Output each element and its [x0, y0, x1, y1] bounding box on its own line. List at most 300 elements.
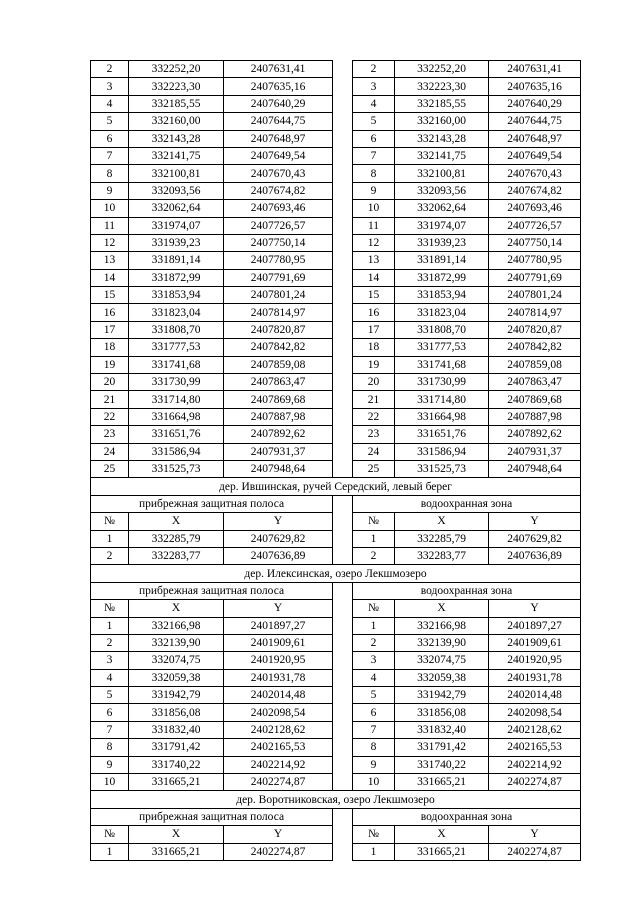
x-coordinate-cell: 331525,73 — [129, 460, 224, 477]
y-coordinate-cell: 2407631,41 — [224, 61, 333, 78]
x-coordinate-cell: 331651,76 — [129, 426, 224, 443]
y-coordinate-cell: 2402274,87 — [224, 843, 333, 860]
water-protection-zone-label: водоохранная зона — [353, 808, 581, 825]
x-coordinate-cell: 331856,08 — [395, 704, 489, 721]
x-coordinate-cell: 331664,98 — [129, 408, 224, 425]
y-column-header: Y — [224, 600, 333, 617]
x-coordinate-cell: 331823,04 — [395, 304, 489, 321]
x-coordinate-cell: 331740,22 — [129, 756, 224, 773]
point-number-cell: 7 — [353, 721, 395, 738]
point-number-cell: 2 — [353, 634, 395, 651]
number-column-header: № — [353, 600, 395, 617]
column-gap — [333, 61, 353, 78]
point-number-cell: 8 — [353, 165, 395, 182]
point-number-cell: 12 — [353, 234, 395, 251]
column-gap — [333, 617, 353, 634]
y-coordinate-cell: 2407887,98 — [224, 408, 333, 425]
point-number-cell: 20 — [91, 374, 129, 391]
y-coordinate-cell: 2407674,82 — [489, 182, 581, 199]
point-number-cell: 1 — [91, 530, 129, 547]
x-coordinate-cell: 331714,80 — [129, 391, 224, 408]
x-coordinate-cell: 331665,21 — [395, 774, 489, 791]
section-title: дер. Илексинская, озеро Лекшмозеро — [91, 565, 581, 582]
x-coordinate-cell: 332143,28 — [395, 130, 489, 147]
x-coordinate-cell: 332166,98 — [395, 617, 489, 634]
table-row — [91, 269, 581, 286]
point-number-cell: 7 — [353, 147, 395, 164]
water-protection-zone-label: водоохранная зона — [353, 582, 581, 599]
y-coordinate-cell: 2407814,97 — [489, 304, 581, 321]
column-gap — [333, 443, 353, 460]
x-coordinate-cell: 332141,75 — [129, 147, 224, 164]
table-row — [91, 182, 581, 199]
column-gap — [333, 269, 353, 286]
table-row — [91, 252, 581, 269]
y-coordinate-cell: 2402214,92 — [489, 756, 581, 773]
y-coordinate-cell: 2402274,87 — [489, 774, 581, 791]
x-coordinate-cell: 332062,64 — [395, 200, 489, 217]
x-coordinate-cell: 331853,94 — [395, 287, 489, 304]
point-number-cell: 20 — [353, 374, 395, 391]
point-number-cell: 9 — [91, 756, 129, 773]
table-row — [91, 704, 581, 721]
column-gap — [333, 130, 353, 147]
point-number-cell: 22 — [91, 408, 129, 425]
point-number-cell: 25 — [91, 460, 129, 477]
column-gap — [333, 634, 353, 651]
zone-label-row — [91, 495, 581, 512]
point-number-cell: 21 — [353, 391, 395, 408]
table-row — [91, 95, 581, 112]
y-coordinate-cell: 2407636,89 — [224, 547, 333, 564]
x-coordinate-cell: 331832,40 — [395, 721, 489, 738]
x-coordinate-cell: 331939,23 — [129, 234, 224, 251]
point-number-cell: 12 — [91, 234, 129, 251]
y-column-header: Y — [224, 826, 333, 843]
y-coordinate-cell: 2407649,54 — [224, 147, 333, 164]
y-coordinate-cell: 2402165,53 — [224, 739, 333, 756]
point-number-cell: 13 — [353, 252, 395, 269]
table-row — [91, 130, 581, 147]
y-coordinate-cell: 2407750,14 — [489, 234, 581, 251]
point-number-cell: 2 — [353, 61, 395, 78]
y-coordinate-cell: 2407726,57 — [489, 217, 581, 234]
point-number-cell: 6 — [91, 704, 129, 721]
number-column-header: № — [91, 826, 129, 843]
table-row — [91, 739, 581, 756]
x-coordinate-cell: 331730,99 — [395, 374, 489, 391]
table-row — [91, 78, 581, 95]
x-coordinate-cell: 332160,00 — [395, 113, 489, 130]
y-coordinate-cell: 2402128,62 — [224, 721, 333, 738]
point-number-cell: 1 — [353, 617, 395, 634]
y-coordinate-cell: 2407887,98 — [489, 408, 581, 425]
number-column-header: № — [91, 513, 129, 530]
point-number-cell: 11 — [91, 217, 129, 234]
y-coordinate-cell: 2407801,24 — [224, 287, 333, 304]
x-column-header: X — [129, 600, 224, 617]
column-gap — [333, 304, 353, 321]
y-coordinate-cell: 2407791,69 — [224, 269, 333, 286]
column-gap — [333, 460, 353, 477]
y-coordinate-cell: 2407648,97 — [489, 130, 581, 147]
table-row — [91, 460, 581, 477]
column-gap — [333, 704, 353, 721]
point-number-cell: 3 — [353, 652, 395, 669]
table-row — [91, 426, 581, 443]
point-number-cell: 16 — [91, 304, 129, 321]
x-coordinate-cell: 331823,04 — [129, 304, 224, 321]
zone-label-row — [91, 582, 581, 599]
x-coordinate-cell: 331891,14 — [395, 252, 489, 269]
y-column-header: Y — [489, 513, 581, 530]
y-coordinate-cell: 2402014,48 — [224, 687, 333, 704]
point-number-cell: 4 — [353, 95, 395, 112]
table-row — [91, 304, 581, 321]
x-coordinate-cell: 332285,79 — [395, 530, 489, 547]
x-coordinate-cell: 331741,68 — [395, 356, 489, 373]
y-coordinate-cell: 2407948,64 — [489, 460, 581, 477]
y-column-header: Y — [489, 600, 581, 617]
x-coordinate-cell: 332100,81 — [129, 165, 224, 182]
column-gap — [333, 600, 353, 617]
coastal-strip-label: прибрежная защитная полоса — [91, 495, 333, 512]
y-coordinate-cell: 2407863,47 — [224, 374, 333, 391]
column-gap — [333, 687, 353, 704]
column-gap — [333, 774, 353, 791]
column-gap — [333, 95, 353, 112]
y-coordinate-cell: 2401909,61 — [489, 634, 581, 651]
x-column-header: X — [395, 513, 489, 530]
zone-label-row — [91, 808, 581, 825]
y-coordinate-cell: 2407635,16 — [489, 78, 581, 95]
column-gap — [333, 513, 353, 530]
y-coordinate-cell: 2407869,68 — [224, 391, 333, 408]
x-coordinate-cell: 331939,23 — [395, 234, 489, 251]
y-coordinate-cell: 2407649,54 — [489, 147, 581, 164]
x-coordinate-cell: 332059,38 — [395, 669, 489, 686]
y-coordinate-cell: 2407869,68 — [489, 391, 581, 408]
table-row — [91, 374, 581, 391]
table-row — [91, 321, 581, 338]
section-title-row — [91, 565, 581, 582]
x-coordinate-cell: 332166,98 — [129, 617, 224, 634]
y-coordinate-cell: 2401897,27 — [224, 617, 333, 634]
column-gap — [333, 374, 353, 391]
section-title-row — [91, 791, 581, 808]
number-column-header: № — [353, 826, 395, 843]
column-gap — [333, 826, 353, 843]
coastal-strip-label: прибрежная защитная полоса — [91, 808, 333, 825]
x-coordinate-cell: 332143,28 — [129, 130, 224, 147]
x-coordinate-cell: 332185,55 — [129, 95, 224, 112]
y-coordinate-cell: 2407674,82 — [224, 182, 333, 199]
point-number-cell: 9 — [353, 756, 395, 773]
y-coordinate-cell: 2407780,95 — [489, 252, 581, 269]
point-number-cell: 5 — [353, 687, 395, 704]
point-number-cell: 1 — [91, 617, 129, 634]
column-gap — [333, 756, 353, 773]
y-coordinate-cell: 2402274,87 — [224, 774, 333, 791]
column-gap — [333, 182, 353, 199]
y-coordinate-cell: 2402165,53 — [489, 739, 581, 756]
column-gap — [333, 391, 353, 408]
x-coordinate-cell: 331808,70 — [129, 321, 224, 338]
y-coordinate-cell: 2407791,69 — [489, 269, 581, 286]
coastal-strip-label: прибрежная защитная полоса — [91, 582, 333, 599]
water-protection-zone-label: водоохранная зона — [353, 495, 581, 512]
table-row — [91, 721, 581, 738]
point-number-cell: 5 — [91, 687, 129, 704]
x-coordinate-cell: 332283,77 — [129, 547, 224, 564]
point-number-cell: 2 — [91, 61, 129, 78]
point-number-cell: 6 — [353, 130, 395, 147]
point-number-cell: 22 — [353, 408, 395, 425]
x-column-header: X — [395, 826, 489, 843]
table-row — [91, 61, 581, 78]
y-coordinate-cell: 2407931,37 — [489, 443, 581, 460]
y-coordinate-cell: 2407636,89 — [489, 547, 581, 564]
point-number-cell: 16 — [353, 304, 395, 321]
point-number-cell: 5 — [91, 113, 129, 130]
y-coordinate-cell: 2402214,92 — [224, 756, 333, 773]
point-number-cell: 25 — [353, 460, 395, 477]
point-number-cell: 10 — [353, 200, 395, 217]
point-number-cell: 3 — [353, 78, 395, 95]
y-coordinate-cell: 2407820,87 — [489, 321, 581, 338]
x-coordinate-cell: 332139,90 — [395, 634, 489, 651]
x-coordinate-cell: 332074,75 — [395, 652, 489, 669]
table-row — [91, 530, 581, 547]
table-row — [91, 200, 581, 217]
point-number-cell: 1 — [353, 530, 395, 547]
y-coordinate-cell: 2407780,95 — [224, 252, 333, 269]
x-coordinate-cell: 332283,77 — [395, 547, 489, 564]
point-number-cell: 4 — [91, 95, 129, 112]
point-number-cell: 19 — [353, 356, 395, 373]
x-coordinate-cell: 331777,53 — [395, 339, 489, 356]
column-gap — [333, 287, 353, 304]
point-number-cell: 10 — [353, 774, 395, 791]
y-coordinate-cell: 2401931,78 — [224, 669, 333, 686]
x-coordinate-cell: 331942,79 — [395, 687, 489, 704]
x-coordinate-cell: 331942,79 — [129, 687, 224, 704]
x-column-header: X — [395, 600, 489, 617]
table-row — [91, 356, 581, 373]
point-number-cell: 7 — [91, 721, 129, 738]
y-coordinate-cell: 2407820,87 — [224, 321, 333, 338]
x-coordinate-cell: 331651,76 — [395, 426, 489, 443]
x-coordinate-cell: 332074,75 — [129, 652, 224, 669]
point-number-cell: 9 — [353, 182, 395, 199]
y-coordinate-cell: 2407670,43 — [224, 165, 333, 182]
column-gap — [333, 582, 353, 599]
y-coordinate-cell: 2407644,75 — [489, 113, 581, 130]
x-coordinate-cell: 332062,64 — [129, 200, 224, 217]
point-number-cell: 6 — [91, 130, 129, 147]
column-gap — [333, 739, 353, 756]
point-number-cell: 10 — [91, 774, 129, 791]
table-row — [91, 165, 581, 182]
y-coordinate-cell: 2407931,37 — [224, 443, 333, 460]
point-number-cell: 11 — [353, 217, 395, 234]
point-number-cell: 7 — [91, 147, 129, 164]
column-gap — [333, 495, 353, 512]
column-gap — [333, 530, 353, 547]
column-gap — [333, 147, 353, 164]
table-row — [91, 339, 581, 356]
y-coordinate-cell: 2407801,24 — [489, 287, 581, 304]
y-coordinate-cell: 2407640,29 — [224, 95, 333, 112]
column-gap — [333, 652, 353, 669]
point-number-cell: 5 — [353, 113, 395, 130]
y-coordinate-cell: 2407640,29 — [489, 95, 581, 112]
table-row — [91, 843, 581, 860]
column-header-row — [91, 826, 581, 843]
x-coordinate-cell: 331664,98 — [395, 408, 489, 425]
column-gap — [333, 843, 353, 860]
x-coordinate-cell: 331741,68 — [129, 356, 224, 373]
column-gap — [333, 669, 353, 686]
y-coordinate-cell: 2407948,64 — [224, 460, 333, 477]
column-gap — [333, 339, 353, 356]
x-coordinate-cell: 332059,38 — [129, 669, 224, 686]
x-coordinate-cell: 332223,30 — [395, 78, 489, 95]
y-coordinate-cell: 2407635,16 — [224, 78, 333, 95]
point-number-cell: 3 — [91, 78, 129, 95]
point-number-cell: 10 — [91, 200, 129, 217]
x-coordinate-cell: 331791,42 — [395, 739, 489, 756]
point-number-cell: 3 — [91, 652, 129, 669]
number-column-header: № — [353, 513, 395, 530]
x-coordinate-cell: 331832,40 — [129, 721, 224, 738]
table-row — [91, 234, 581, 251]
y-coordinate-cell: 2407892,62 — [489, 426, 581, 443]
y-coordinate-cell: 2407693,46 — [224, 200, 333, 217]
x-coordinate-cell: 332093,56 — [129, 182, 224, 199]
point-number-cell: 8 — [91, 165, 129, 182]
y-coordinate-cell: 2402014,48 — [489, 687, 581, 704]
point-number-cell: 23 — [91, 426, 129, 443]
table-row — [91, 287, 581, 304]
point-number-cell: 14 — [353, 269, 395, 286]
y-coordinate-cell: 2401931,78 — [489, 669, 581, 686]
table-row — [91, 547, 581, 564]
table-row — [91, 669, 581, 686]
x-coordinate-cell: 332223,30 — [129, 78, 224, 95]
point-number-cell: 1 — [91, 843, 129, 860]
table-row — [91, 756, 581, 773]
y-coordinate-cell: 2401920,95 — [489, 652, 581, 669]
column-header-row — [91, 600, 581, 617]
column-gap — [333, 217, 353, 234]
column-gap — [333, 408, 353, 425]
y-coordinate-cell: 2407892,62 — [224, 426, 333, 443]
x-coordinate-cell: 331808,70 — [395, 321, 489, 338]
point-number-cell: 19 — [91, 356, 129, 373]
column-gap — [333, 113, 353, 130]
column-gap — [333, 426, 353, 443]
point-number-cell: 18 — [353, 339, 395, 356]
point-number-cell: 15 — [91, 287, 129, 304]
table-row — [91, 652, 581, 669]
table-row — [91, 147, 581, 164]
x-coordinate-cell: 331872,99 — [395, 269, 489, 286]
y-column-header: Y — [224, 513, 333, 530]
y-coordinate-cell: 2407648,97 — [224, 130, 333, 147]
point-number-cell: 13 — [91, 252, 129, 269]
column-gap — [333, 200, 353, 217]
point-number-cell: 4 — [353, 669, 395, 686]
x-coordinate-cell: 331586,94 — [129, 443, 224, 460]
point-number-cell: 2 — [91, 634, 129, 651]
column-gap — [333, 721, 353, 738]
table-row — [91, 391, 581, 408]
coordinates-table — [90, 60, 581, 861]
point-number-cell: 23 — [353, 426, 395, 443]
column-gap — [333, 547, 353, 564]
x-coordinate-cell: 332252,20 — [129, 61, 224, 78]
column-gap — [333, 78, 353, 95]
y-coordinate-cell: 2407750,14 — [224, 234, 333, 251]
y-coordinate-cell: 2401897,27 — [489, 617, 581, 634]
column-gap — [333, 808, 353, 825]
point-number-cell: 17 — [91, 321, 129, 338]
x-coordinate-cell: 331777,53 — [129, 339, 224, 356]
column-gap — [333, 234, 353, 251]
section-title-row — [91, 478, 581, 495]
table-row — [91, 408, 581, 425]
column-gap — [333, 321, 353, 338]
x-coordinate-cell: 331740,22 — [395, 756, 489, 773]
y-coordinate-cell: 2402274,87 — [489, 843, 581, 860]
x-column-header: X — [129, 513, 224, 530]
y-coordinate-cell: 2407859,08 — [489, 356, 581, 373]
x-coordinate-cell: 331974,07 — [395, 217, 489, 234]
table-row — [91, 617, 581, 634]
x-coordinate-cell: 332185,55 — [395, 95, 489, 112]
x-coordinate-cell: 332252,20 — [395, 61, 489, 78]
x-coordinate-cell: 331665,21 — [129, 774, 224, 791]
table-row — [91, 687, 581, 704]
y-coordinate-cell: 2407629,82 — [489, 530, 581, 547]
column-gap — [333, 356, 353, 373]
x-coordinate-cell: 332160,00 — [129, 113, 224, 130]
section-title: дер. Ившинская, ручей Середский, левый берег — [91, 478, 581, 495]
point-number-cell: 14 — [91, 269, 129, 286]
number-column-header: № — [91, 600, 129, 617]
x-coordinate-cell: 331525,73 — [395, 460, 489, 477]
y-coordinate-cell: 2402098,54 — [489, 704, 581, 721]
point-number-cell: 21 — [91, 391, 129, 408]
x-coordinate-cell: 331856,08 — [129, 704, 224, 721]
table-row — [91, 634, 581, 651]
y-coordinate-cell: 2407863,47 — [489, 374, 581, 391]
y-coordinate-cell: 2402128,62 — [489, 721, 581, 738]
y-coordinate-cell: 2407629,82 — [224, 530, 333, 547]
x-coordinate-cell: 331730,99 — [129, 374, 224, 391]
y-coordinate-cell: 2407859,08 — [224, 356, 333, 373]
x-coordinate-cell: 331791,42 — [129, 739, 224, 756]
point-number-cell: 18 — [91, 339, 129, 356]
x-coordinate-cell: 331665,21 — [129, 843, 224, 860]
point-number-cell: 6 — [353, 704, 395, 721]
y-column-header: Y — [489, 826, 581, 843]
x-coordinate-cell: 332093,56 — [395, 182, 489, 199]
column-gap — [333, 165, 353, 182]
y-coordinate-cell: 2407726,57 — [224, 217, 333, 234]
point-number-cell: 8 — [91, 739, 129, 756]
